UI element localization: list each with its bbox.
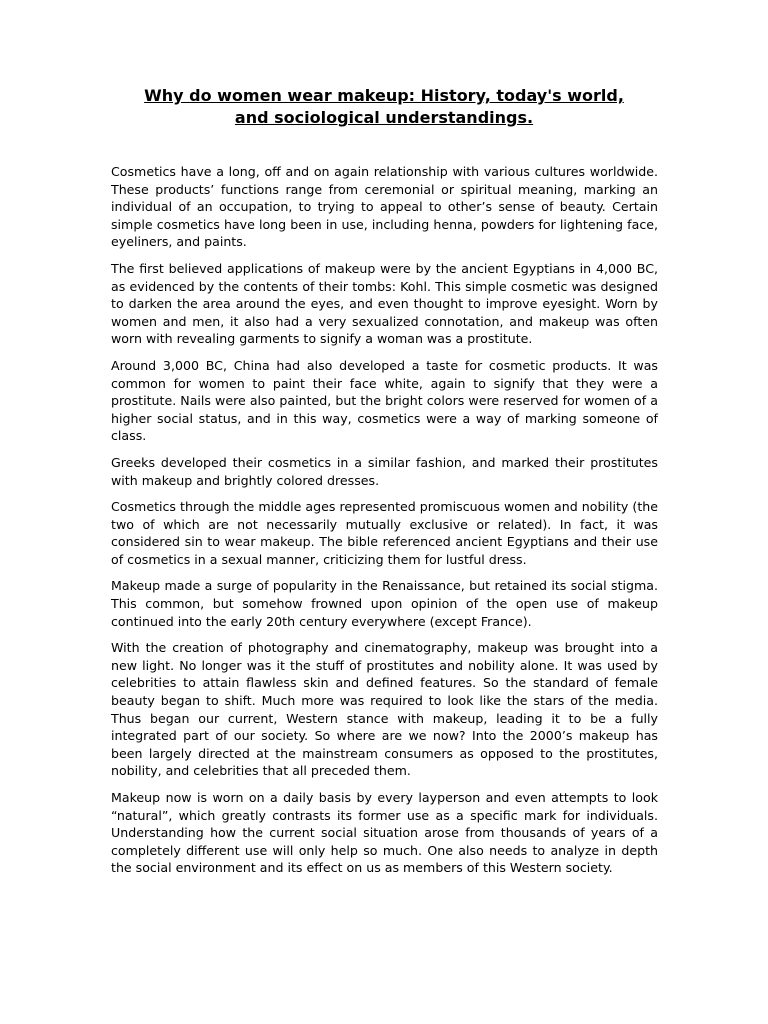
title-line-2: and sociological understandings.: [234, 108, 534, 127]
paragraph-6: Makeup made a surge of popularity in the Renaissance, but retained its social stigma. This common, but somehow frowned upon opinion of the open use of makeup continued into the early 20th century everywhere (except France).: [111, 578, 658, 629]
title-line-1: Why do women wear makeup: History, today's world,: [144, 86, 624, 105]
document-title: [100, 85, 668, 129]
paragraph-5: Cosmetics through the middle ages represented promiscuous women and nobility (the two of which are not necessarily mutually exclusive or related). In fact, it was considered sin to wear makeup. The bible referenced ancient Egyptians and their use of cosmetics in a sexual manner, criticizing them for lustful dress.: [111, 499, 658, 567]
paragraph-4: Greeks developed their cosmetics in a similar fashion, and marked their prostitutes with makeup and brightly colored dresses.: [111, 454, 658, 488]
document-body: [111, 163, 658, 886]
paragraph-1: Cosmetics have a long, off and on again relationship with various cultures worldwide. These products’ functions range from ceremonial or spiritual meaning, marking an individual of an occupation, to trying to appeal to other’s sense of beauty. Certain simple cosmetics have long been in use, including henna, powders for lightening face, eyeliners, and paints.: [111, 164, 658, 250]
paragraph-7: With the creation of photography and cinematography, makeup was brought into a new light. No longer was it the stuff of prostitutes and nobility alone. It was used by celebrities to attain flawless skin and defined features. So the standard of female beauty began to shift. Much more was required to look like the stars of the media. Thus began our current, Western stance with makeup, leading it to be a fully integrated part of our society. So where are we now? Into the 2000’s makeup has been largely directed at the mainstream consumers as opposed to the prostitutes, nobility, and celebrities that all preceded them.: [111, 640, 658, 779]
paragraph-8: Makeup now is worn on a daily basis by every layperson and even attempts to look “natural”, which greatly contrasts its former use as a specific mark for individuals. Understanding how the current social situation arose from thousands of years of a completely different use will only help so much. One also needs to analyze in depth the social environment and its effect on us as members of this Western society.: [111, 790, 658, 876]
paragraph-2: The first believed applications of makeup were by the ancient Egyptians in 4,000 BC, as evidenced by the contents of their tombs: Kohl. This simple cosmetic was designed to darken the area around the eyes, and even thought to improve eyesight. Worn by women and men, it also had a very sexualized connotation, and makeup was often worn with revealing garments to signify a woman was a prostitute.: [111, 260, 658, 347]
paragraph-3: Around 3,000 BC, China had also developed a taste for cosmetic products. It was common for women to paint their face white, again to signify that they were a prostitute. Nails were also painted, but the bright colors were reserved for women of a higher social status, and in this way, cosmetics were a way of marking someone of class.: [111, 357, 658, 444]
